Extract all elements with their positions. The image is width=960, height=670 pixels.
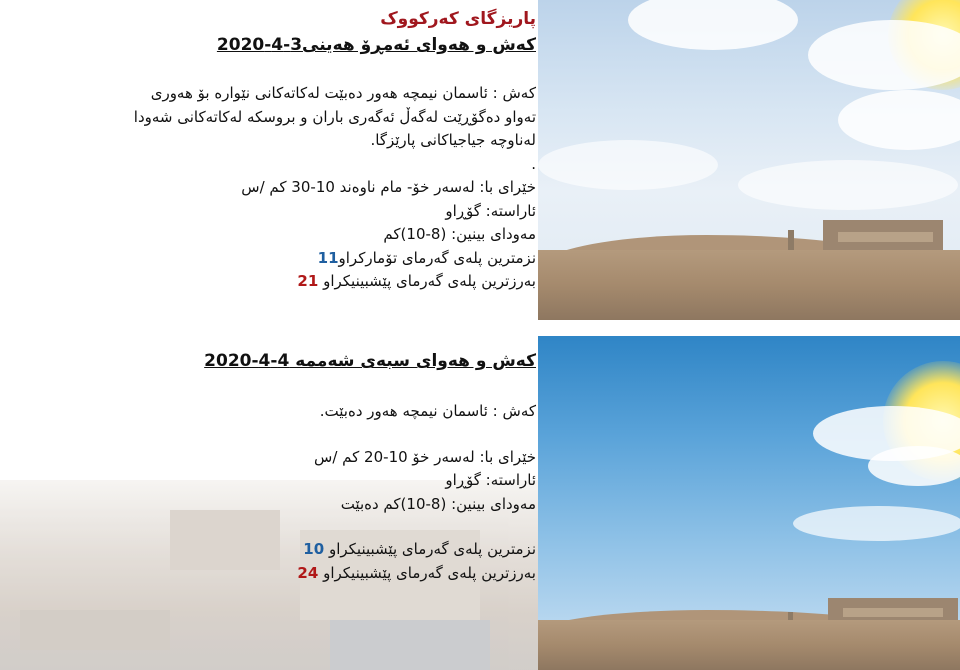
min-temp-label: نزمترین پلەی گەرمای پێشبینیکراو [328,540,536,558]
cloud-icon [738,160,958,210]
cloud-icon [868,446,960,486]
tomorrow-sky: کەش : ئاسمان نیمچە هەور دەبێت. [319,402,536,420]
tomorrow-forecast [16,350,536,585]
min-temp-value: 10 [303,540,325,558]
page-title: پاریزگای کەرکووک [380,9,536,29]
ruin-shape [20,610,170,650]
today-visibility: مەودای بینین: (8-10)کم [383,225,536,243]
cloud-icon [808,20,960,90]
today-min-temp [16,247,536,271]
citadel-wall [843,608,943,617]
max-temp-label: بەرزترین پلەی گەرمای پێشبینیکراو [323,563,536,582]
today-dot: . [531,154,536,173]
today-sky-line: لەناوچە جیاجیاکانی پارێزگا. [370,131,536,149]
cloud-icon [538,140,718,190]
max-temp-label: بەرزترین پلەی گەرمای پێشبینیکراو [323,272,536,290]
photo-separator [538,320,960,336]
tomorrow-heading: کەش و هەوای سبەی شەممە 4-4-2020 [204,351,536,371]
tomorrow-wind: خێرای با: لەسەر خۆ 10-20 کم /س [314,447,536,466]
max-temp-value: 24 [297,563,319,582]
tomorrow-visibility: مەودای بینین: (8-10)کم دەبێت [340,494,536,513]
cloud-icon [628,0,798,50]
today-forecast [16,8,536,294]
tomorrow-min-temp [16,538,536,562]
cloud-icon [793,506,960,541]
tomorrow-max-temp [16,562,536,586]
today-max-temp [16,270,536,294]
hill-base [538,250,960,320]
today-heading: کەش و هەوای ئەمڕۆ هەینی3-4-2020 [216,35,536,55]
citadel-photo-tomorrow [538,336,960,670]
ruin-shape [330,620,490,670]
min-temp-value: 11 [317,248,339,267]
today-sky-line: کەش : ئاسمان نیمچە هەور دەبێت لەکاتەکانی نێوارە بۆ هەوری [150,84,536,102]
cloud-icon [838,90,960,150]
hill-base [538,620,960,670]
today-sky-line: تەواو دەگۆڕێت لەگەڵ ئەگەری باران و بروسکە لەکاتەکانی شەودا [133,107,536,126]
citadel-wall [838,232,933,242]
today-wind: خێرای با: لەسەر خۆ- مام ناوەند 10-30 کم /س [241,178,536,196]
today-direction: ئاراستە: گۆڕاو [445,201,536,220]
tomorrow-direction: ئاراستە: گۆڕاو [445,471,536,489]
citadel-photo-today [538,0,960,320]
min-temp-label: نزمترین پلەی گەرمای تۆمارکراو [338,248,536,267]
max-temp-value: 21 [297,272,319,290]
